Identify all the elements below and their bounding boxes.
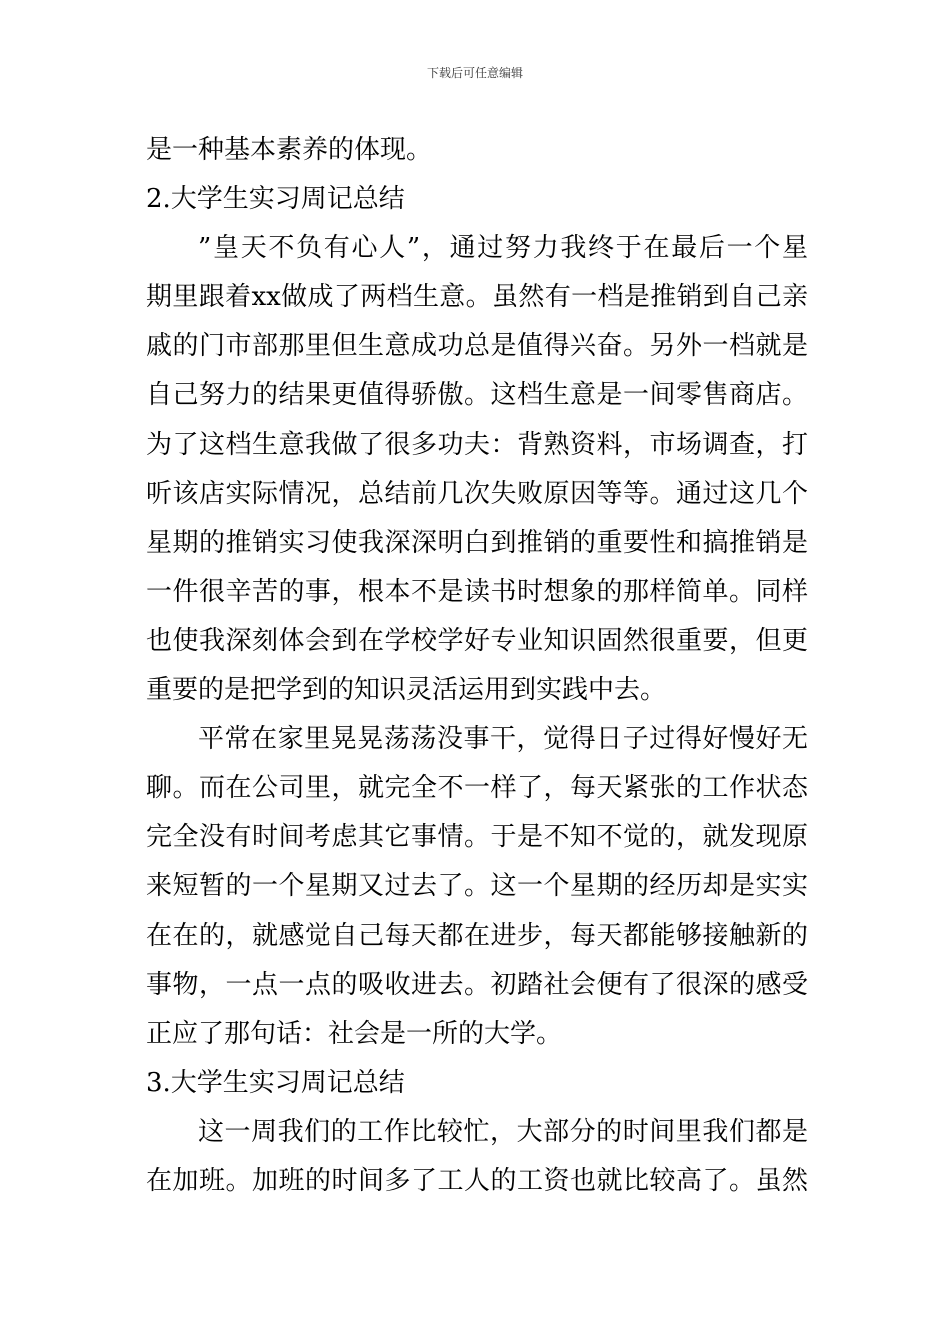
- document-body: [146, 126, 808, 1206]
- text-line: 一件很辛苦的事，根本不是读书时想象的那样简单。同样: [146, 576, 808, 607]
- text-line: 正应了那句话：社会是一所的大学。: [146, 1018, 563, 1049]
- text-line: 也使我深刻体会到在学校学好专业知识固然很重要，但更: [146, 625, 808, 656]
- text-line: 听该店实际情况，总结前几次失败原因等等。通过这几个: [146, 478, 808, 509]
- text-line: 完全没有时间考虑其它事情。于是不知不觉的，就发现原: [146, 822, 808, 853]
- text-line: 在加班。加班的时间多了工人的工资也就比较高了。虽然: [146, 1165, 808, 1196]
- text-line: 星期的推销实习使我深深明白到推销的重要性和搞推销是: [146, 527, 808, 558]
- text-line: 这一周我们的工作比较忙，大部分的时间里我们都是: [198, 1116, 808, 1147]
- section-heading: 3.大学生实习周记总结: [146, 1067, 405, 1098]
- text-line: ”皇天不负有心人”，通过努力我终于在最后一个星: [198, 233, 808, 264]
- text-line: 重要的是把学到的知识灵活运用到实践中去。: [146, 675, 667, 706]
- text-line: 聊。而在公司里，就完全不一样了，每天紧张的工作状态: [146, 773, 808, 804]
- text-line: 期里跟着xx做成了两档生意。虽然有一档是推销到自己亲: [146, 282, 808, 313]
- text-line: 事物，一点一点的吸收进去。初踏社会便有了很深的感受: [146, 969, 808, 1000]
- text-line: 戚的门市部那里但生意成功总是值得兴奋。另外一档就是: [146, 331, 808, 362]
- page-header: 下载后可任意编辑: [426, 66, 523, 80]
- text-line: 在在的，就感觉自己每天都在进步，每天都能够接触新的: [146, 920, 808, 951]
- text-line: 平常在家里晃晃荡荡没事干，觉得日子过得好慢好无: [198, 724, 808, 755]
- text-line: 为了这档生意我做了很多功夫：背熟资料，市场调查，打: [146, 429, 808, 460]
- text-line: 自己努力的结果更值得骄傲。这档生意是一间零售商店。: [146, 380, 808, 411]
- text-line: 来短暂的一个星期又过去了。这一个星期的经历却是实实: [146, 871, 808, 902]
- text-line: 是一种基本素养的体现。: [146, 135, 433, 165]
- section-heading: 2.大学生实习周记总结: [146, 184, 405, 215]
